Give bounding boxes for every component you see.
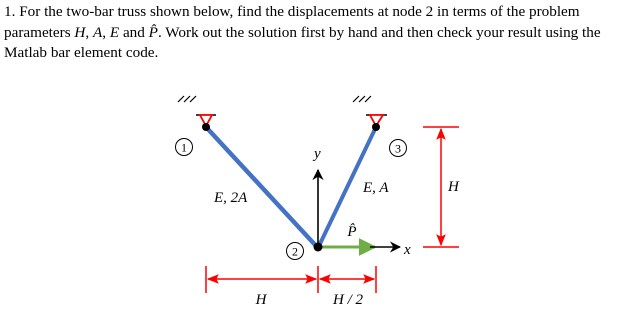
pin-node-3 — [372, 123, 380, 131]
load-label: P̂ — [347, 224, 357, 240]
svg-text:2: 2 — [292, 244, 298, 259]
svg-text:1: 1 — [181, 140, 187, 155]
param-separator-2: , — [102, 23, 110, 41]
y-axis-label: y — [314, 146, 321, 162]
node-label-1 — [176, 139, 193, 156]
x-axis-label: x — [404, 242, 411, 258]
dimension-left-label: H — [255, 292, 267, 308]
problem-text-part-2: . Work out the solution first by hand and then check your result using the Matlab bar element code. — [4, 23, 601, 61]
dimension-height-label: H — [448, 179, 459, 195]
member-right-label: E, A — [363, 180, 389, 196]
ground-hatch-right — [353, 96, 371, 102]
problem-text-part-1: For the two-bar truss shown below, find the displacements at node 2 in terms of the problem parameters — [4, 3, 580, 41]
param-p-hat: P̂ — [148, 23, 158, 41]
param-e: E — [109, 23, 120, 41]
node-label-3 — [390, 140, 407, 157]
pin-node-1 — [202, 123, 210, 131]
dimension-left — [206, 266, 316, 293]
support-node-1 — [178, 96, 216, 126]
dimension-right-label: H / 2 — [333, 292, 363, 308]
dimension-right — [318, 266, 376, 293]
param-separator-1: , — [85, 23, 93, 41]
support-node-3 — [353, 96, 387, 126]
member-left-label: E, 2A — [214, 190, 248, 206]
param-and: and — [119, 23, 149, 41]
svg-text:3: 3 — [395, 141, 401, 156]
pin-node-2 — [314, 243, 323, 252]
ground-hatch-left — [178, 96, 196, 102]
problem-number: 1. — [4, 3, 16, 20]
node-label-2 — [287, 243, 304, 260]
param-a: A — [92, 23, 103, 41]
param-h: H — [74, 23, 86, 41]
member-1-2 — [206, 127, 318, 248]
